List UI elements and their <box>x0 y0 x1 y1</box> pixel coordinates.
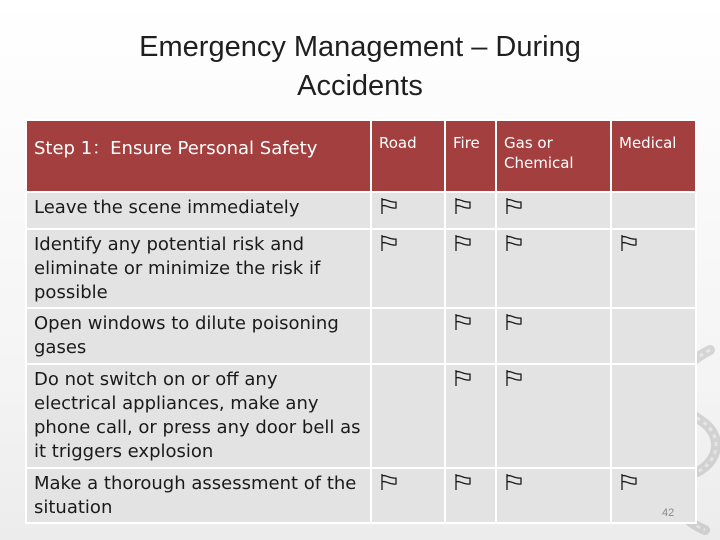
flag-check-icon <box>454 200 472 219</box>
table-row <box>26 229 696 308</box>
header-fire: Fire <box>445 120 496 192</box>
row-action: Leave the scene immediately <box>26 192 371 229</box>
cell-fire <box>445 192 496 229</box>
flag-check-icon <box>505 200 523 219</box>
row-action: Open windows to dilute poisoning gases <box>26 308 371 364</box>
slide-title-line1: Emergency Management – During <box>139 31 581 63</box>
header-medical: Medical <box>611 120 696 192</box>
flag-check-icon <box>505 372 523 391</box>
flag-check-icon <box>505 316 523 335</box>
cell-medical <box>611 192 696 229</box>
flag-check-icon <box>505 476 523 495</box>
flag-check-icon <box>380 237 398 256</box>
table-row <box>26 468 696 523</box>
flag-check-icon <box>620 237 638 256</box>
table-row <box>26 192 696 229</box>
row-action: Make a thorough assessment of the situation <box>26 468 371 523</box>
page-number: 42 <box>662 507 675 519</box>
row-action: Do not switch on or off any electrical appliances, make any phone call, or press any door bell as it triggers explosion <box>26 364 371 468</box>
cell-fire <box>445 229 496 308</box>
flag-check-icon <box>454 476 472 495</box>
flag-check-icon <box>505 237 523 256</box>
table-header-row <box>26 120 696 192</box>
cell-fire <box>445 364 496 468</box>
cell-road <box>371 468 445 523</box>
cell-gas <box>496 364 611 468</box>
row-action: Identify any potential risk and eliminate or minimize the risk if possible <box>26 229 371 308</box>
cell-medical <box>611 229 696 308</box>
cell-gas <box>496 192 611 229</box>
header-gas: Gas or Chemical <box>496 120 611 192</box>
cell-fire <box>445 308 496 364</box>
cell-gas <box>496 229 611 308</box>
cell-medical <box>611 308 696 364</box>
flag-check-icon <box>454 372 472 391</box>
cell-road <box>371 192 445 229</box>
cell-road <box>371 308 445 364</box>
flag-check-icon <box>454 316 472 335</box>
cell-gas <box>496 468 611 523</box>
table-row <box>26 308 696 364</box>
header-road: Road <box>371 120 445 192</box>
flag-check-icon <box>620 476 638 495</box>
table-row <box>26 364 696 468</box>
cell-fire <box>445 468 496 523</box>
slide-title-line2: Accidents <box>297 70 423 102</box>
flag-check-icon <box>454 237 472 256</box>
header-step: Step 1：Ensure Personal Safety <box>26 120 371 192</box>
flag-check-icon <box>380 200 398 219</box>
cell-gas <box>496 308 611 364</box>
safety-table <box>25 119 697 524</box>
slide-title <box>60 28 660 106</box>
cell-medical <box>611 468 696 523</box>
cell-road <box>371 364 445 468</box>
cell-medical <box>611 364 696 468</box>
cell-road <box>371 229 445 308</box>
flag-check-icon <box>380 476 398 495</box>
